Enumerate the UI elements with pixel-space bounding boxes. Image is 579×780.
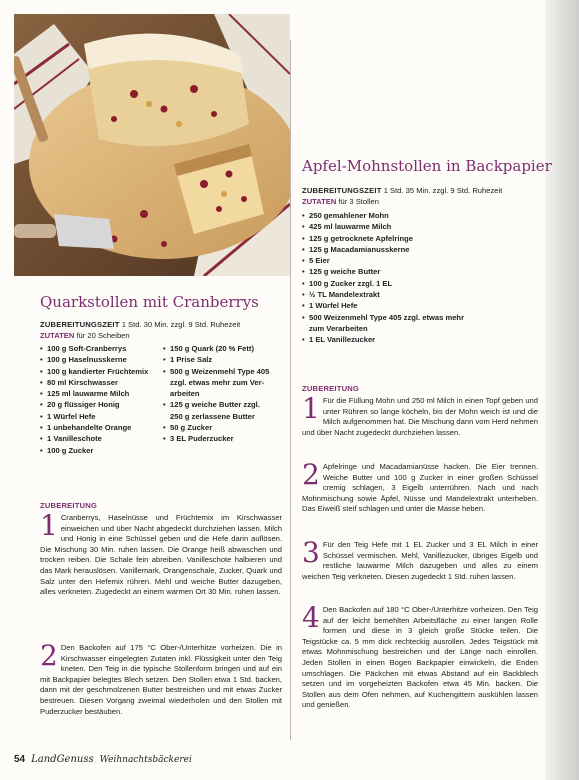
ingredient-item: • 20 g flüssiger Honig — [40, 399, 170, 410]
ingredient-item — [302, 244, 532, 255]
ingredient-item — [302, 233, 532, 244]
ingredient-item — [302, 221, 532, 232]
ingredient-text: • 125 g getrocknete Apfelringe — [309, 233, 413, 243]
ingredient-text: • 1 Würfel Hefe — [309, 301, 358, 311]
step-number: 1 — [40, 509, 58, 542]
ingredients-header-left — [40, 331, 130, 341]
column-divider — [290, 40, 291, 740]
ingredients-list-right — [302, 210, 532, 346]
step-right-1 — [302, 392, 538, 438]
ingredients-label: ZUTATEN — [40, 331, 75, 340]
ingredient-text: • 3 EL Puderzucker — [170, 434, 234, 444]
step-number: 2 — [40, 639, 58, 672]
ingredient-item — [163, 399, 283, 422]
ingredient-text: zzgl. etwas mehr zum Ver- — [170, 377, 265, 387]
ingredient-text: • 425 ml lauwarme Milch — [309, 222, 392, 232]
ingredient-item — [163, 366, 283, 400]
step-text: Cranberrys, Haselnüsse und Früchtemix im Kirschwasser einweichen und über Nacht abgedeckt durchziehen lassen. Milch und Honig in eine Schüssel geben und die Hefe darin auflösen. Die Mischung 30 Min. ruhen lassen. Die Orange heiß abwaschen und trocken reiben. Die Schale fein abreiben. Vanilleschote halbieren und das Mark herauslösen. Vanillemark, Orangenschale, Zucker, Quark und Salz unter den Hefemix rühren. Mehl und weiche Butter dazugeben, alles verkneten. Zugedeckt an einem warmen Ort 30 Min. ruhen lassen. — [40, 513, 282, 597]
ingredient-item — [302, 312, 532, 335]
ingredient-item — [302, 334, 532, 345]
prep-time-label: ZUBEREITUNGSZEIT — [40, 320, 120, 329]
step-number: 4 — [302, 601, 320, 634]
ingredient-text: • 500 g Weizenmehl Type 405 — [170, 366, 270, 376]
step-text: Apfelringe und Macadamianüsse hacken. Die Eier trennen. Weiche Butter und 100 g Zucker in einer großen Schüssel cremig schlagen, 3 Eigelb unterrühren. Nach und nach Mohnmischung sowie Äpfel, Nüsse und Mandelextrakt unterheben. Das Eiweiß steif schlagen und unter die Masse heben. — [302, 462, 538, 514]
ingredient-text: • 5 Eier — [309, 256, 330, 266]
page-gutter-shadow — [545, 0, 579, 780]
ingredient-item — [302, 289, 532, 300]
prep-time-value: 1 Std. 30 Min. zzgl. 9 Std. Ruhezeit — [121, 320, 241, 329]
ingredient-text: • 150 g Quark (20 % Fett) — [170, 344, 254, 353]
ingredient-item — [302, 278, 532, 289]
ingredient-item: • 100 g Soft-Cranberrys — [40, 343, 170, 354]
magazine-section: Weihnachtsbäckerei — [99, 755, 192, 765]
ingredients-header-right — [302, 197, 379, 207]
ingredient-item: • 1 Würfel Hefe — [40, 411, 170, 422]
ingredients-label: ZUTATEN — [302, 197, 337, 206]
ingredient-text: • 125 g weiche Butter zzgl. — [170, 400, 260, 410]
step-right-3 — [302, 536, 538, 582]
ingredient-item — [302, 210, 532, 221]
ingredient-text: • 50 g Zucker — [170, 423, 213, 433]
ingredient-item — [163, 422, 283, 433]
ingredient-item: • 1 Vanilleschote — [40, 433, 170, 444]
ingredient-item — [163, 354, 283, 365]
ingredient-text: • 1 EL Vanillezucker — [309, 335, 376, 345]
ingredient-text: • 500 Weizenmehl Type 405 zzgl. etwas mehr — [309, 312, 465, 322]
step-left-2 — [40, 639, 282, 717]
ingredients-list-left-col1 — [40, 343, 170, 456]
ingredients-list-left-col2 — [163, 343, 283, 445]
prep-time-right — [302, 186, 502, 196]
method-label-right: ZUBEREITUNG — [302, 384, 360, 393]
ingredient-text: • 125 g weiche Butter — [309, 267, 381, 277]
ingredient-text: • 100 g Zucker zzgl. 1 EL — [309, 278, 393, 288]
step-text: Für den Teig Hefe mit 1 EL Zucker und 3 EL Milch in einer Schüssel vermischen. Mehl, Vanillezucker, übriges Eigelb und restliche lauwarme Milch dazugeben und alles zu einem weichen Teig verkneten. Diesen zugedeckt 1 Std. ruhen lassen. — [302, 540, 538, 581]
ingredient-item — [302, 300, 532, 311]
ingredient-text: • ½ TL Mandelextrakt — [309, 290, 380, 300]
ingredient-item: • 125 ml lauwarme Milch — [40, 388, 170, 399]
ingredient-text: zum Verarbeiten — [309, 323, 368, 333]
ingredient-text: • 250 gemahlener Mohn — [309, 211, 389, 220]
step-text: Für die Füllung Mohn und 250 ml Milch in einen Topf geben und unter Rühren so lange köcheln, bis der Mohn weich ist und die Milch aufgenommen hat. Die Mischung dann vom Herd nehmen und über Nacht zugedeckt durchziehen lassen. — [302, 396, 538, 437]
step-number: 2 — [302, 458, 320, 491]
prep-time-value: 1 Std. 35 Min. zzgl. 9 Std. Ruhezeit — [383, 186, 503, 195]
magazine-brand: LandGenuss — [31, 754, 94, 765]
step-number: 3 — [302, 536, 320, 569]
prep-time-left — [40, 320, 240, 330]
recipe-title-apfel-mohnstollen: Apfel-Mohnstollen in Backpapier — [302, 157, 552, 175]
ingredient-item — [163, 343, 283, 354]
prep-time-label: ZUBEREITUNGSZEIT — [302, 186, 382, 195]
page-footer — [14, 754, 192, 765]
step-left-1 — [40, 509, 282, 598]
ingredient-item: • 100 g Zucker — [40, 445, 170, 456]
step-text: Den Backofen auf 180 °C Ober-/Unterhitze vorheizen. Den Teig auf der leicht bemehlten Arbeitsfläche zu einer langen Rolle formen und diese in 3 gleich große Stücke teilen. Die Teigstücke ca. 5 mm dick rechteckig ausrollen. Jedes Teigstück mit etwas Mohnmischung bestreichen und der Länge nach einrollen. Jeden Stollen in einen Bogen Backpapier einwickeln, die Enden umschlagen. Die Päckchen mit etwas Abstand auf ein Backblech setzen und im vorgeheizten Backofen etwa 45 Min. backen. Die Stollen aus dem Ofen nehmen, auf Kuchengittern auskühlen lassen und genießen. — [302, 605, 538, 710]
ingredient-text: • 125 g Macadamianusskerne — [309, 244, 410, 254]
method-label-left: ZUBEREITUNG — [40, 501, 98, 510]
ingredient-text: arbeiten — [170, 389, 200, 399]
step-number: 1 — [302, 392, 320, 425]
ingredient-item: • 80 ml Kirschwasser — [40, 377, 170, 388]
ingredient-text: 250 g zerlassene Butter — [170, 411, 255, 421]
ingredient-item — [302, 266, 532, 277]
step-right-2 — [302, 458, 538, 515]
ingredient-item — [163, 433, 283, 444]
ingredients-yield: für 20 Scheiben — [76, 331, 130, 340]
ingredients-yield: für 3 Stollen — [338, 197, 379, 206]
ingredient-text: • 1 Prise Salz — [170, 355, 213, 365]
ingredient-item — [302, 255, 532, 266]
ingredient-item: • 100 g Haselnusskerne — [40, 354, 170, 365]
ingredient-item: • 100 g kandierter Früchtemix — [40, 366, 170, 377]
stollen-photo — [14, 14, 290, 276]
recipe-title-quarkstollen: Quarkstollen mit Cranberrys — [40, 293, 259, 311]
ingredient-item: • 1 unbehandelte Orange — [40, 422, 170, 433]
step-text: Den Backofen auf 175 °C Ober-/Unterhitze vorheizen. Die in Kirschwasser eingelegten Zutaten inkl. Flüssigkeit unter den Teig kneten. Den Teig in die typische Stollenform bringen und auf ein mit Backpapier belegtes Blech setzen. Den Stollen etwa 1 Std. backen, dann mit der geschmolzenen Butter bestreichen und mit etwas Zucker bestreuen. Diesen Vorgang zweimal wiederholen und den Stollen mit Puderzucker bestäuben. — [40, 643, 282, 716]
page-number: 54 — [14, 754, 26, 765]
step-right-4 — [302, 601, 538, 711]
